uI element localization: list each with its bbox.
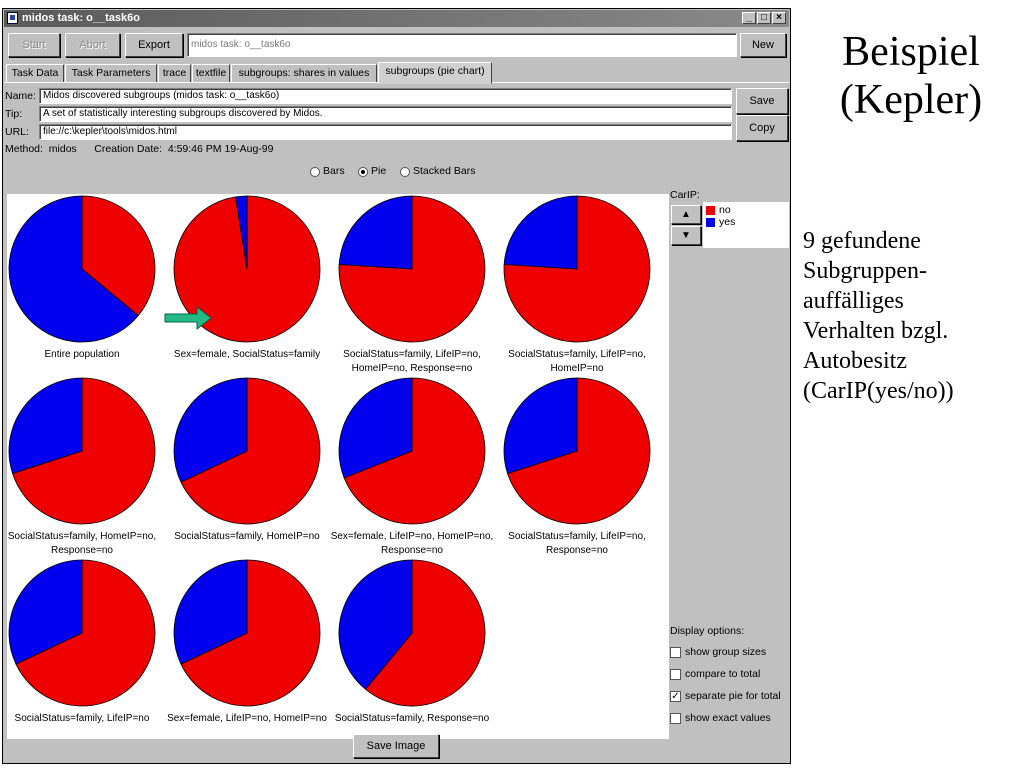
pie-caption: SocialStatus=family, LifeIP=no, HomeIP=no	[508, 349, 646, 374]
close-button[interactable]: ×	[772, 12, 786, 24]
pie-radio[interactable]	[358, 167, 368, 177]
legend-yes-label: yes	[719, 216, 736, 228]
tab-subgroups-shares[interactable]: subgroups: shares in values	[231, 64, 377, 83]
legend-attribute-label: CarIP:	[670, 189, 700, 201]
pie-slice-yes	[339, 196, 412, 269]
app-icon	[7, 12, 18, 24]
legend-no-label: no	[719, 204, 731, 216]
slide-body	[803, 226, 954, 406]
legend-yes-swatch	[706, 218, 715, 227]
copy-button[interactable]: Copy	[736, 115, 788, 141]
minimize-button[interactable]: _	[742, 12, 756, 24]
show-group-sizes-checkbox[interactable]	[670, 647, 681, 658]
slide-body-line: 9 gefundene	[803, 228, 921, 254]
slide-body-line: Verhalten bzgl.	[803, 318, 949, 344]
new-button[interactable]: New	[740, 33, 786, 57]
save-button[interactable]: Save	[736, 88, 788, 114]
stacked-bars-radio[interactable]	[400, 167, 410, 177]
pie-caption: SocialStatus=family, HomeIP=no, Response=no	[7, 531, 157, 556]
pie-chart-panel	[7, 194, 669, 739]
scroll-down-button[interactable]: ▼	[671, 226, 701, 245]
compare-to-total-checkbox[interactable]	[670, 669, 681, 680]
tab-trace[interactable]: trace	[158, 64, 191, 83]
pie-caption: SocialStatus=family, HomeIP=no	[174, 531, 320, 542]
separate-pie-for-total-checkbox[interactable]: ✓	[671, 691, 680, 702]
midos-window	[2, 8, 791, 764]
legend-box	[703, 202, 789, 248]
show-exact-values-checkbox[interactable]	[670, 713, 681, 724]
tip-field[interactable]: A set of statistically interesting subgroups discovered by Midos.	[39, 106, 732, 122]
slide-title	[816, 28, 1006, 124]
start-button[interactable]: Start	[8, 33, 60, 57]
compare-to-total-label: compare to total	[685, 668, 761, 680]
pie-caption: Sex=female, LifeIP=no, HomeIP=no, Response=no	[330, 531, 494, 556]
tip-label: Tip:	[5, 108, 23, 120]
pie-caption: SocialStatus=family, LifeIP=no, Response=no	[508, 531, 646, 556]
maximize-button[interactable]: □	[757, 12, 771, 24]
tab-task-parameters[interactable]: Task Parameters	[65, 64, 157, 83]
slide-title-line1: Beispiel	[842, 29, 980, 75]
pie-caption: Sex=female, LifeIP=no, HomeIP=no	[167, 713, 327, 724]
slide-body-line: Subgruppen-	[803, 258, 927, 284]
pie-caption: Entire population	[44, 349, 120, 360]
tab-task-data[interactable]: Task Data	[6, 64, 64, 83]
bars-radio-label: Bars	[323, 165, 345, 177]
show-group-sizes-label: show group sizes	[685, 646, 767, 658]
slide-title-line2: (Kepler)	[839, 77, 983, 123]
legend-no-swatch	[706, 206, 715, 215]
save-image-button[interactable]: Save Image	[353, 734, 439, 758]
name-field[interactable]: Midos discovered subgroups (midos task: o__task6o)	[39, 88, 732, 104]
stacked-bars-radio-label: Stacked Bars	[413, 165, 476, 177]
scroll-up-button[interactable]: ▲	[671, 205, 701, 224]
pie-radio-label: Pie	[371, 165, 387, 177]
slide-body-line: Autobesitz	[803, 348, 907, 374]
pie-caption: SocialStatus=family, Response=no	[334, 713, 490, 724]
bars-radio[interactable]	[310, 167, 320, 177]
abort-button[interactable]: Abort	[65, 33, 120, 57]
name-label: Name:	[5, 90, 36, 102]
separate-pie-for-total-label: separate pie for total	[685, 690, 781, 702]
export-button[interactable]: Export	[125, 33, 183, 57]
pie-caption: SocialStatus=family, LifeIP=no, HomeIP=no, Response=no	[343, 349, 481, 374]
arrow-annotation	[161, 304, 221, 334]
slide-body-line: auffälliges	[803, 288, 904, 314]
task-name-field[interactable]: midos task: o__task6o	[187, 33, 737, 57]
url-label: URL:	[5, 126, 29, 138]
pie-chart-svg	[7, 194, 669, 739]
pie-caption: SocialStatus=family, LifeIP=no	[14, 713, 150, 724]
method-line: Method: midos Creation Date: 4:59:46 PM 19-Aug-99	[5, 143, 274, 155]
show-exact-values-label: show exact values	[685, 712, 771, 724]
pie-slice-yes	[504, 196, 577, 269]
url-field[interactable]: file://c:\kepler\tools\midos.html	[39, 124, 732, 140]
tab-textfile[interactable]: textfile	[192, 64, 230, 83]
slide-body-line: (CarIP(yes/no))	[803, 378, 954, 404]
tab-subgroups-pie-chart[interactable]: subgroups (pie chart)	[378, 62, 492, 84]
window-title: midos task: o__task6o	[22, 12, 140, 24]
pie-caption: Sex=female, SocialStatus=family	[173, 349, 321, 360]
display-options-title: Display options:	[670, 625, 745, 637]
title-bar[interactable]	[4, 10, 789, 27]
